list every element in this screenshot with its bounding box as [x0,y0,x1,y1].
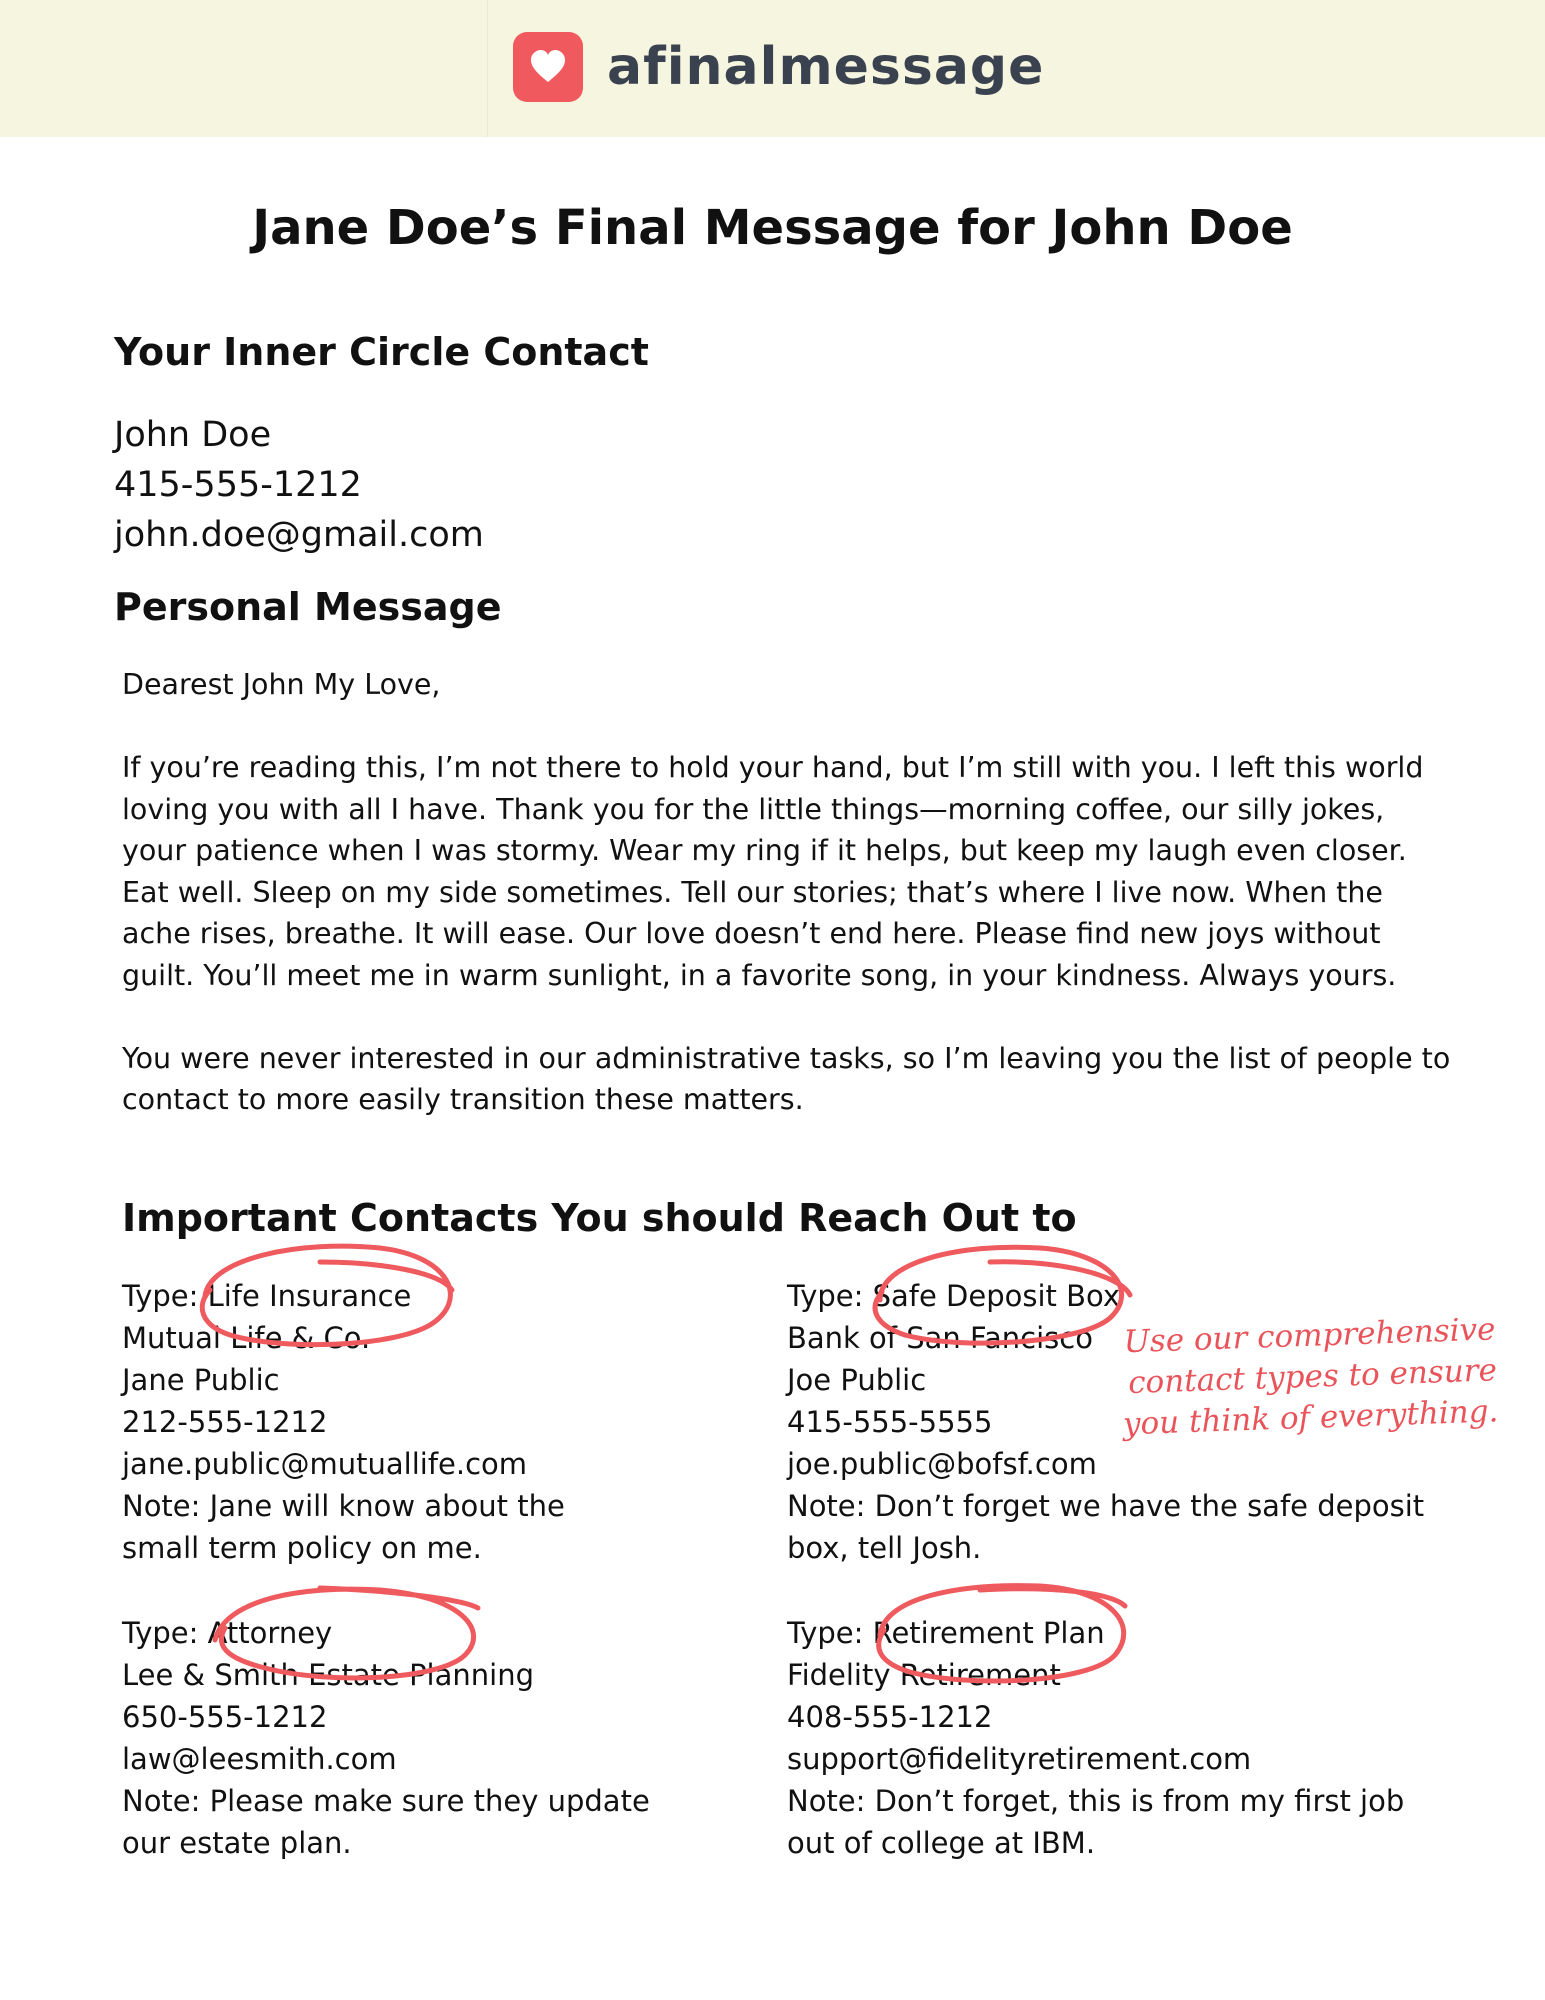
contact-email: joe.public@bofsf.com [787,1447,1097,1481]
contact-org: Bank of San Fancisco [787,1321,1093,1355]
page-title: Jane Doe’s Final Message for John Doe [252,200,1293,256]
contact-phone: 415-555-1212 [114,465,362,505]
contact-person: Jane Public [122,1363,280,1397]
contact-type: Type: Safe Deposit Box [787,1279,1121,1313]
annotation-line: you think of everything. [1122,1393,1499,1443]
annotation-note [1110,1309,1499,1445]
important-contacts-heading: Important Contacts You should Reach Out to [122,1196,1077,1240]
contact-phone: 212-555-1212 [122,1405,328,1439]
contact-phone: 408-555-1212 [787,1700,993,1734]
contact-phone: 415-555-5555 [787,1405,993,1439]
contact-email: support@fidelityretirement.com [787,1742,1252,1776]
header-divider [487,0,488,137]
contact-email: john.doe@gmail.com [114,515,484,555]
contact-note: Note: Please make sure they update [122,1784,650,1818]
contact-note-cont: our estate plan. [122,1826,352,1860]
contact-type: Type: Attorney [122,1616,333,1650]
heart-icon [513,32,583,102]
brand-logo[interactable] [513,32,1044,102]
message-body: If you’re reading this, I’m not there to hold your hand, but I’m still with you. I left this world loving you with all I have. Thank you for the little things—morning coffee, our silly jokes, your patience when I was stormy. Wear my ring if it helps, but keep my laugh even closer. Eat well. Sleep on my side sometimes. Tell our stories; that’s where I live now. When the ache rises, breathe. It will ease. Our love doesn’t end here. Please find new joys without guilt. You’ll meet me in warm sunlight, in a favorite song, in your kindness. Always yours. [122,751,1424,992]
contact-card-retirement [787,1612,1407,1864]
contact-note: Note: Jane will know about the [122,1489,565,1523]
contact-org: Mutual Life & Co. [122,1321,371,1355]
contact-note-cont: small term policy on me. [122,1531,482,1565]
personal-message [122,664,1452,1121]
brand-name: afinalmessage [607,37,1045,97]
contact-note-cont: out of college at IBM. [787,1826,1096,1860]
contact-card-life-insurance [122,1275,742,1569]
annotation-line: Use our comprehensive [1123,1311,1497,1361]
contact-phone: 650-555-1212 [122,1700,328,1734]
inner-circle-contact [114,410,484,560]
header-bar [0,0,1545,137]
annotation-line: contact types to ensure [1127,1352,1498,1402]
contact-note: Note: Don’t forget we have the safe deposit [787,1489,1425,1523]
contact-type: Type: Life Insurance [122,1279,412,1313]
personal-message-heading: Personal Message [114,585,502,629]
contact-email: jane.public@mutuallife.com [122,1447,528,1481]
contact-person: Joe Public [787,1363,927,1397]
contact-type: Type: Retirement Plan [787,1616,1105,1650]
message-greeting: Dearest John My Love, [122,668,441,701]
message-closing: You were never interested in our administrative tasks, so I’m leaving you the list of people to contact to more easily transition these matters. [122,1041,1451,1116]
contact-email: law@leesmith.com [122,1742,397,1776]
contact-org: Lee & Smith Estate Planning [122,1658,534,1692]
inner-circle-heading: Your Inner Circle Contact [114,330,649,374]
contact-card-attorney [122,1612,742,1864]
contact-note-cont: box, tell Josh. [787,1531,982,1565]
contact-note: Note: Don’t forget, this is from my first job [787,1784,1405,1818]
contact-org: Fidelity Retirement [787,1658,1061,1692]
contact-name: John Doe [114,415,272,455]
